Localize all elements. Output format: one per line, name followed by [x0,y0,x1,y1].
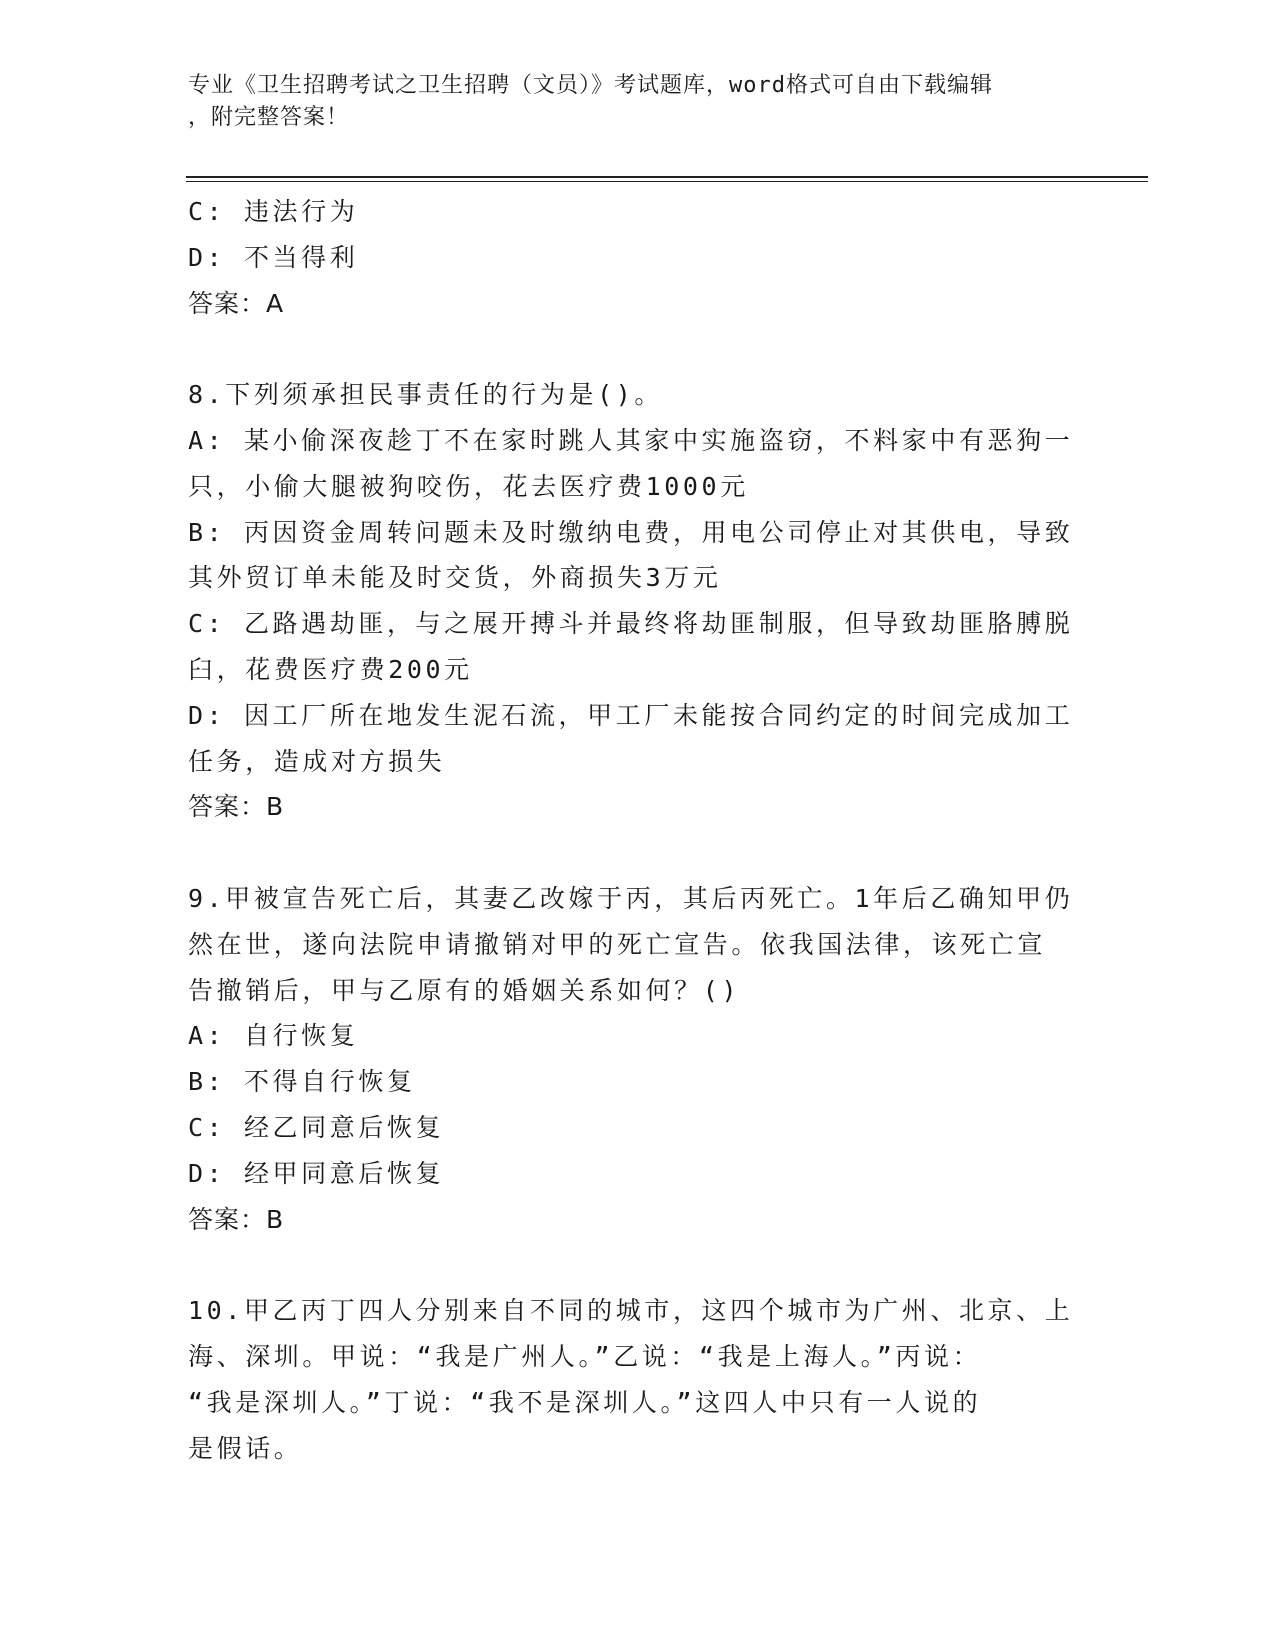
header-rule-thin [186,181,1148,182]
q9-option-a: A: 自行恢复 [188,1021,359,1051]
spacer [188,830,1088,876]
q8-option-d-cont: 任务，造成对方损失 [188,746,446,776]
q10-stem: 10.甲乙丙丁四人分别来自不同的城市，这四个城市为广州、北京、上 [188,1296,1074,1326]
q9-stem-cont: 告撤销后，甲与乙原有的婚姻关系如何？() [188,975,741,1005]
header-line-1: 专业《卫生招聘考试之卫生招聘（文员）》考试题库，word格式可自由下载编辑 [188,73,993,98]
header-line-2: ，附完整答案！ [188,105,350,130]
q7-answer: 答案：A [188,288,285,318]
q8-option-a: A: 某小偷深夜趁丁不在家时跳人其家中实施盗窃，不料家中有恶狗一 [188,425,1074,455]
header-rule-thick [186,176,1148,178]
q10-stem-cont: 是假话。 [188,1433,303,1463]
q9-stem-cont: 然在世，遂向法院申请撤销对甲的死亡宣告。依我国法律，该死亡宣 [188,929,1047,959]
q8-option-d: D: 因工厂所在地发生泥石流，甲工厂未能按合同约定的时间完成加工 [188,700,1074,730]
q7-option-c: C: 违法行为 [188,197,359,226]
q10-stem-cont: “我是深圳人。”丁说：“我不是深圳人。”这四人中只有一人说的 [188,1387,982,1417]
question-content [188,189,1088,1471]
q9-option-b: B: 不得自行恢复 [188,1067,416,1097]
q8-option-c-cont: 臼，花费医疗费200元 [188,654,473,684]
q9-option-c: C: 经乙同意后恢复 [188,1112,445,1142]
q8-answer: 答案：B [188,792,285,822]
q8-option-c: C: 乙路遇劫匪，与之展开搏斗并最终将劫匪制服，但导致劫匪胳膊脱 [188,609,1074,639]
spacer [188,1242,1088,1288]
q8-option-a-cont: 只，小偷大腿被狗咬伤，花去医疗费1000元 [188,471,749,501]
spacer [188,326,1088,372]
q7-option-d: D: 不当得利 [188,242,359,272]
q8-option-b: B: 丙因资金周转问题未及时缴纳电费，用电公司停止对其供电，导致 [188,517,1074,547]
q9-answer: 答案：B [188,1204,285,1234]
q9-stem: 9.甲被宣告死亡后，其妻乙改嫁于丙，其后丙死亡。1年后乙确知甲仍 [188,883,1074,913]
q9-option-d: D: 经甲同意后恢复 [188,1158,445,1188]
q8-option-b-cont: 其外贸订单未能及时交货，外商损失3万元 [188,563,722,593]
q10-stem-cont: 海、深圳。甲说：“我是广州人。”乙说：“我是上海人。”丙说： [188,1341,982,1371]
q8-stem: 8.下列须承担民事责任的行为是()。 [188,380,664,410]
document-header [188,70,1088,134]
